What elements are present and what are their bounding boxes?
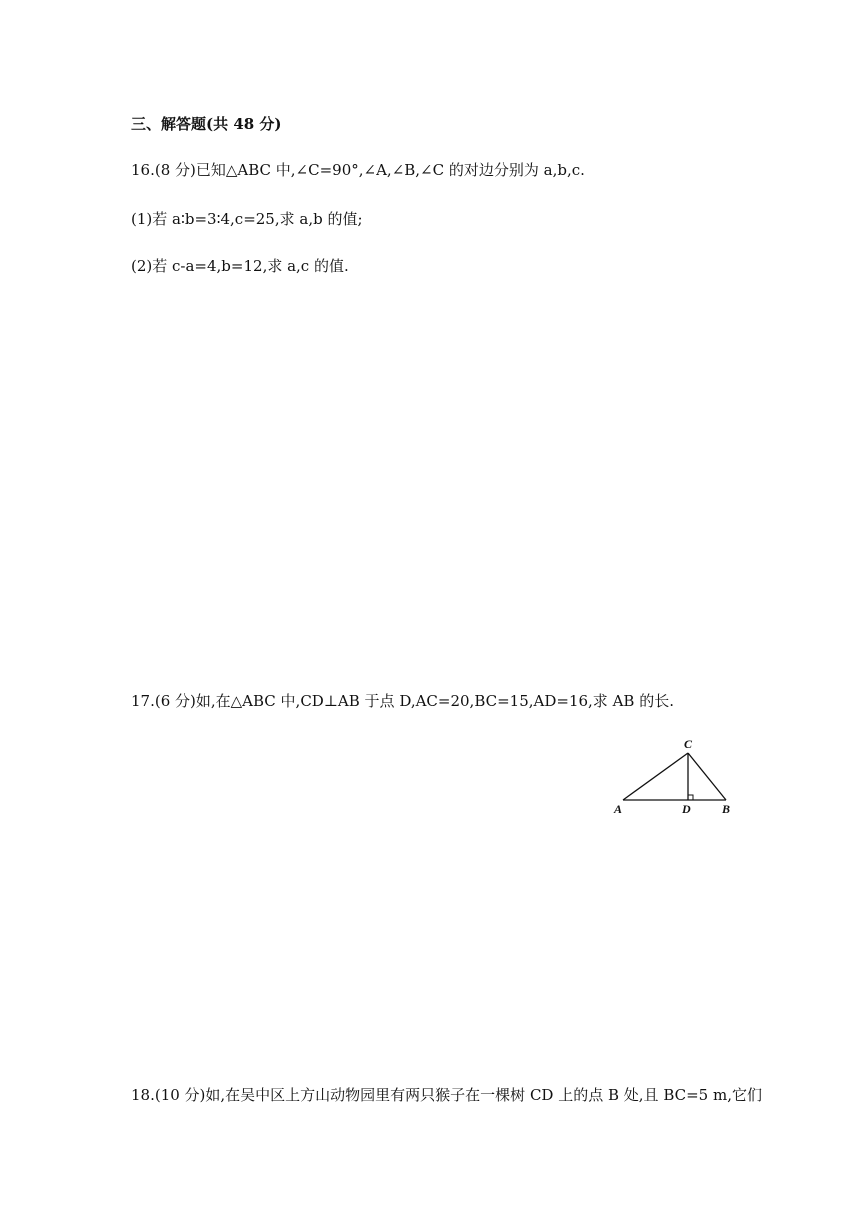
label-a: A xyxy=(614,802,623,816)
label-b: B xyxy=(722,802,731,816)
question-18-stem: 18.(10 分)如,在吴中区上方山动物园里有两只猴子在一棵树 CD 上的点 B 处,且 BC=5 m,它们 xyxy=(131,1086,762,1104)
question-16-stem: 16.(8 分)已知△ABC 中,∠C=90°,∠A,∠B,∠C 的对边分别为 a,b,c. xyxy=(131,161,585,179)
question-16-part-1: (1)若 a∶b=3∶4,c=25,求 a,b 的值; xyxy=(131,210,363,228)
segment-ac xyxy=(623,753,688,800)
question-17-stem: 17.(6 分)如,在△ABC 中,CD⊥AB 于点 D,AC=20,BC=15,AD=16,求 AB 的长. xyxy=(131,692,674,710)
segment-bc xyxy=(688,753,726,800)
question-16-part-2: (2)若 c-a=4,b=12,求 a,c 的值. xyxy=(131,257,349,275)
right-angle-mark xyxy=(688,795,693,800)
triangle-figure xyxy=(608,734,748,820)
label-d: D xyxy=(682,802,691,816)
section-title: 三、解答题(共 48 分) xyxy=(131,115,282,133)
label-c: C xyxy=(684,737,693,751)
